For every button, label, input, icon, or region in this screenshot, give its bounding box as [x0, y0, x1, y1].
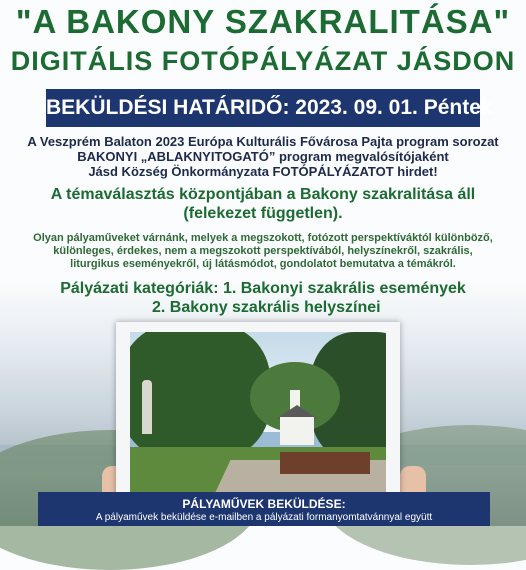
description-line: Olyan pályaműveket várnánk, melyek a megszokott, fotózott perspektíváktól különböző,: [33, 232, 493, 244]
theme-text: [0, 185, 526, 223]
intro-line: A Veszprém Balaton 2023 Európa Kulturális Fővárosa Pajta program sorozat: [27, 134, 499, 149]
submission-text: A pályaművek beküldése e-mailben a pályázati formanyomtatvánnyal együtt: [95, 512, 433, 523]
submission-heading: PÁLYAMŰVEK BEKÜLDÉSE:: [182, 497, 346, 511]
theme-line: A témaválasztás központjában a Bakony szakralitása áll: [50, 186, 476, 203]
deadline-banner: BEKÜLDÉSI HATÁRIDŐ: 2023. 09. 01. Péntek: [46, 89, 480, 127]
description-text: [0, 232, 526, 271]
statue: [142, 380, 152, 434]
submission-box: [38, 492, 490, 526]
theme-line: (felekezet független).: [183, 205, 343, 222]
poster-subtitle: DIGITÁLIS FOTÓPÁLYÁZAT JÁSDON: [10, 46, 516, 76]
description-line: különleges, érdekes, nem a megszokott perspektívából, helyszínekről, szakrális,: [53, 245, 473, 257]
chapel-photo: [130, 332, 386, 502]
photo-frame: [116, 322, 400, 510]
poster-title: "A BAKONY SZAKRALITÁSA": [15, 3, 511, 40]
category-line-1: Pályázati kategóriák: 1. Bakonyi szakrális események: [60, 280, 466, 297]
categories: [0, 279, 526, 317]
wooden-stage: [280, 452, 370, 474]
chapel-building: [280, 417, 314, 445]
intro-text: [0, 134, 526, 179]
intro-line: Jásd Község Önkormányzata FOTÓPÁLYÁZATOT hirdet!: [88, 164, 438, 179]
category-line-2: 2. Bakony szakrális helyszínei: [152, 299, 381, 316]
intro-line: BAKONYI „ABLAKNYITOGATÓ” program megvalósítójaként: [77, 149, 449, 164]
description-line: liturgikus eseményekről, új látásmódot, gondolatot bemutatva a témákról.: [70, 258, 456, 270]
